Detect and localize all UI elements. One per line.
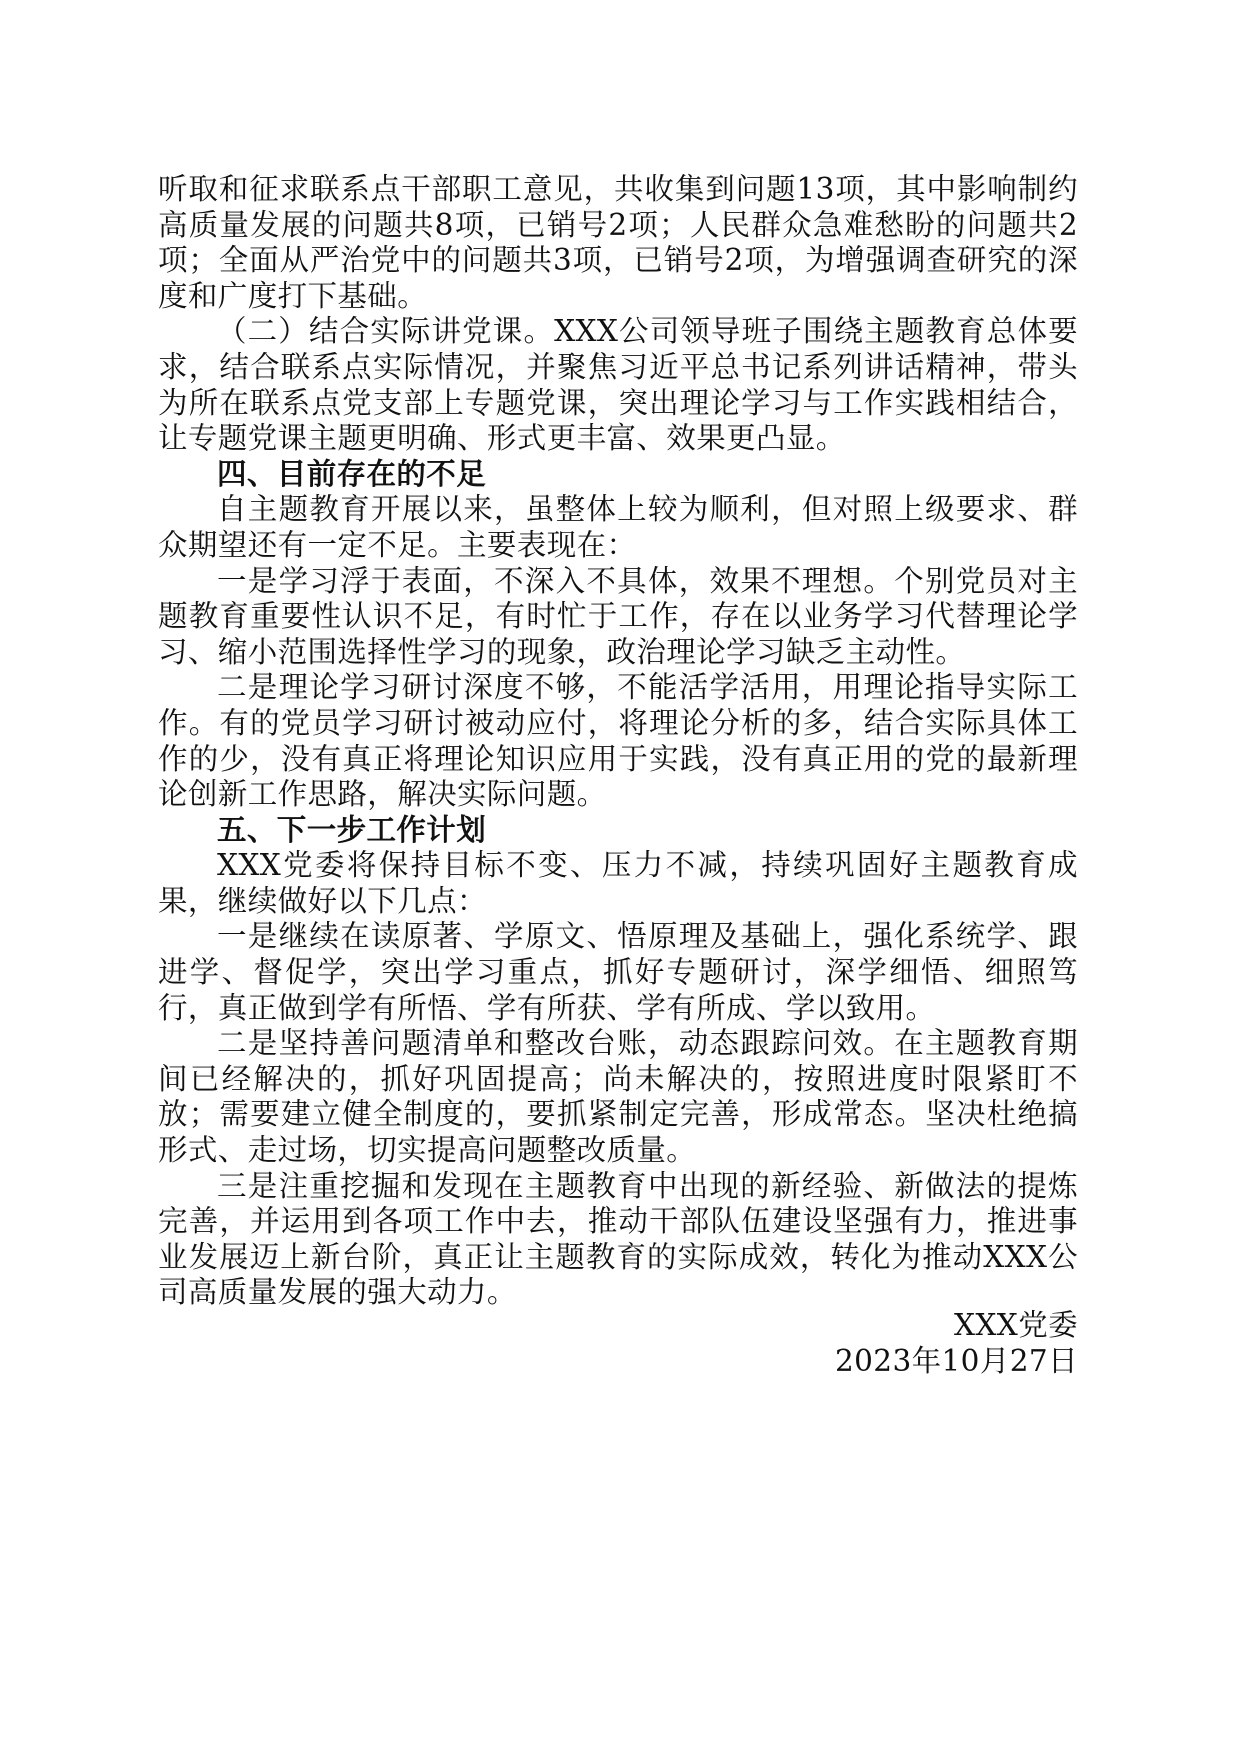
paragraph-next-steps-intro: XXX党委将保持目标不变、压力不减，持续巩固好主题教育成果，继续做好以下几点： bbox=[158, 848, 1078, 918]
paragraph-plan-1: 一是继续在读原著、学原文、悟原理及基础上，强化系统学、跟进学、督促学，突出学习重点，抓好专题研讨，深学细悟、细照笃行，真正做到学有所悟、学有所获、学有所成、学以致用。 bbox=[158, 919, 1078, 1025]
paragraph-party-lecture: （二）结合实际讲党课。XXX公司领导班子围绕主题教育总体要求，结合联系点实际情况，并聚焦习近平总书记系列讲话精神，带头为所在联系点党支部上专题党课，突出理论学习与工作实践相结合，让专题党课主题更明确、形式更丰富、效果更凸显。 bbox=[158, 314, 1078, 456]
paragraph-plan-3: 三是注重挖掘和发现在主题教育中出现的新经验、新做法的提炼完善，并运用到各项工作中去，推动干部队伍建设坚强有力，推进事业发展迈上新台阶，真正让主题教育的实际成效，转化为推动XXX公司高质量发展的强大动力。 bbox=[158, 1168, 1078, 1310]
paragraph-plan-2: 二是坚持善问题清单和整改台账，动态跟踪问效。在主题教育期间已经解决的，抓好巩固提高；尚未解决的，按照进度时限紧盯不放；需要建立健全制度的，要抓紧制定完善，形成常态。坚决杜绝搞形式、走过场，切实提高问题整改质量。 bbox=[158, 1026, 1078, 1168]
section-heading-next-steps: 五、下一步工作计划 bbox=[217, 812, 487, 847]
signature-date: 2023年10月27日 bbox=[834, 1343, 1078, 1378]
document-body bbox=[158, 172, 1078, 1311]
paragraph-survey-results: 听取和征求联系点干部职工意见，共收集到问题13项，其中影响制约高质量发展的问题共8项，已销号2项；人民群众急难愁盼的问题共2项；全面从严治党中的问题共3项，已销号2项，为增强调查研究的深度和广度打下基础。 bbox=[158, 172, 1078, 313]
signature-org: XXX党委 bbox=[953, 1308, 1078, 1342]
signature-block bbox=[835, 1308, 1078, 1379]
section-heading-shortcomings: 四、目前存在的不足 bbox=[217, 456, 487, 491]
paragraph-shortcoming-2: 二是理论学习研讨深度不够，不能活学活用，用理论指导实际工作。有的党员学习研讨被动应付，将理论分析的多，结合实际具体工作的少，没有真正将理论知识应用于实践，没有真正用的党的最新理论创新工作思路，解决实际问题。 bbox=[158, 670, 1078, 812]
paragraph-shortcoming-1: 一是学习浮于表面，不深入不具体，效果不理想。个别党员对主题教育重要性认识不足，有时忙于工作，存在以业务学习代替理论学习、缩小范围选择性学习的现象，政治理论学习缺乏主动性。 bbox=[158, 563, 1078, 669]
paragraph-shortcomings-intro: 自主题教育开展以来，虽整体上较为顺利，但对照上级要求、群众期望还有一定不足。主要表现在： bbox=[158, 492, 1078, 562]
